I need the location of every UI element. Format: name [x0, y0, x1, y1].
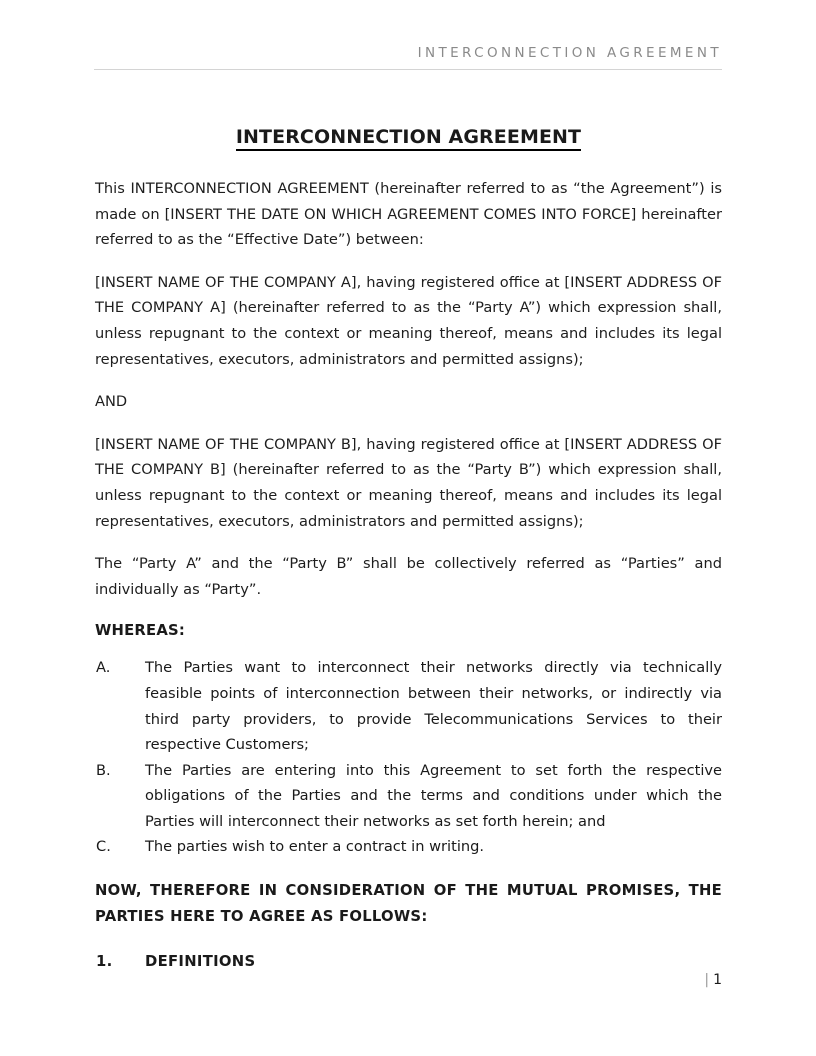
list-item — [95, 655, 722, 757]
whereas-heading: WHEREAS: — [95, 622, 185, 640]
page-footer — [94, 970, 722, 990]
paragraph-preamble: This INTERCONNECTION AGREEMENT (hereinafter referred to as “the Agreement”) is made on [INSERT THE DATE ON WHICH AGREEMENT COMES INTO FORCE] hereinafter referred to as the “Effective Date”) between: — [95, 180, 722, 249]
list-item-text: The parties wish to enter a contract in writing. — [145, 838, 485, 856]
header-divider — [94, 69, 722, 70]
list-item-marker: B. — [96, 761, 111, 779]
section-number: 1. — [96, 953, 113, 971]
document-body — [95, 124, 722, 974]
list-item — [95, 758, 722, 835]
list-item-marker: C. — [96, 838, 111, 856]
list-item — [95, 834, 722, 860]
running-header-title: INTERCONNECTION AGREEMENT — [417, 45, 722, 61]
list-item-text: The Parties are entering into this Agreement to set forth the respective obligations of the Parties and the terms and conditions under which the Parties will interconnect their networks as set forth herein; and — [145, 761, 722, 830]
document-title-text: INTERCONNECTION AGREEMENT — [236, 126, 581, 151]
paragraph-party-a: [INSERT NAME OF THE COMPANY A], having registered office at [INSERT ADDRESS OF THE COMPANY A] (hereinafter referred to as the “Party A”) which expression shall, unless repugnant to the context or meaning thereof, means and includes its legal representatives, executors, administrators and permitted assigns); — [95, 273, 722, 368]
footer-separator: | — [704, 972, 710, 988]
recitals-list — [95, 655, 722, 860]
list-item-text: The Parties want to interconnect their networks directly via technically feasible points of interconnection between their networks, or indirectly via third party providers, to provide Telecommunications Services to their respective Customers; — [145, 659, 722, 754]
paragraph-parties-definition: The “Party A” and the “Party B” shall be collectively referred as “Parties” and individually as “Party”. — [95, 555, 722, 598]
operative-clause: NOW, THEREFORE IN CONSIDERATION OF THE MUTUAL PROMISES, THE PARTIES HERE TO AGREE AS FOLLOWS: — [95, 882, 722, 925]
page-number: 1 — [713, 972, 722, 988]
list-item-marker: A. — [96, 659, 111, 677]
section-title: DEFINITIONS — [145, 953, 256, 971]
paragraph-party-b: [INSERT NAME OF THE COMPANY B], having registered office at [INSERT ADDRESS OF THE COMPANY B] (hereinafter referred to as the “Party B”) which expression shall, unless repugnant to the context or meaning thereof, means and includes its legal representatives, executors, administrators and permitted assigns); — [95, 435, 722, 530]
document-title — [95, 124, 722, 150]
paragraph-and: AND — [95, 393, 128, 411]
page-header — [94, 44, 722, 70]
